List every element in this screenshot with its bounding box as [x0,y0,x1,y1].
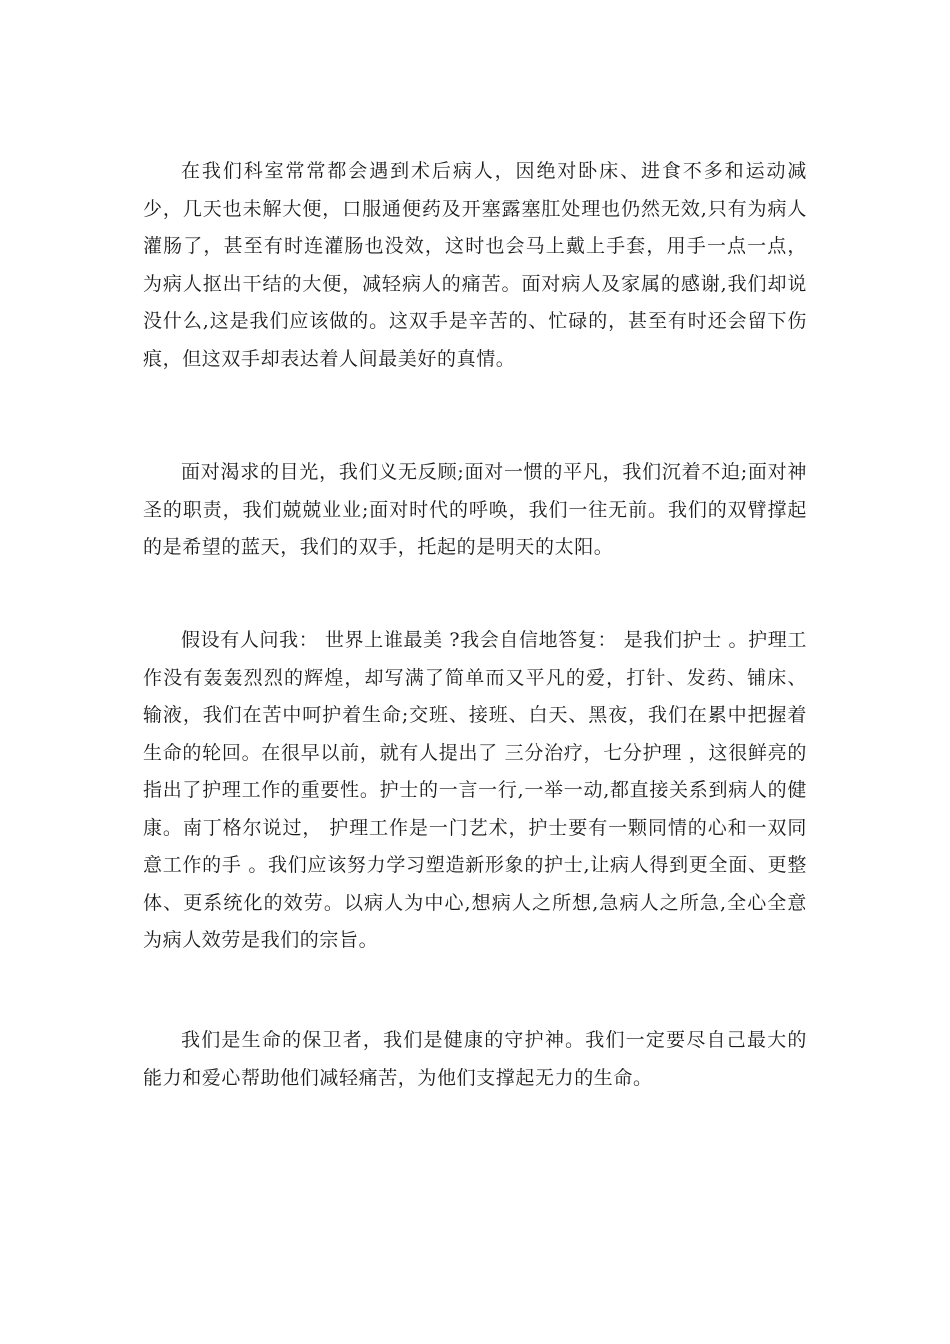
paragraph-3: 假设有人问我： 世界上谁最美 ?我会自信地答复： 是我们护士 。护理工作没有轰轰烈烈的辉煌，却写满了简单而又平凡的爱，打针、发药、铺床、输液，我们在苦中呵护着生命;交班、接班、白天、黑夜，我们在累中把握着生命的轮回。在很早以前，就有人提出了 三分治疗，七分护理 ，这很鲜亮的指出了护理工作的重要性。护士的一言一行,一举一动,都直接关系到病人的健康。南丁格尔说过， 护理工作是一门艺术，护士要有一颗同情的心和一双同意工作的手 。我们应该努力学习塑造新形象的护士,让病人得到更全面、更整体、更系统化的效劳。以病人为中心,想病人之所想,急病人之所急,全心全意为病人效劳是我们的宗旨。 [143,629,807,951]
paragraph-4: 我们是生命的保卫者，我们是健康的守护神。我们一定要尽自己最大的能力和爱心帮助他们减轻痛苦，为他们支撑起无力的生命。 [143,1029,807,1089]
paragraph-2: 面对渴求的目光，我们义无反顾;面对一惯的平凡，我们沉着不迫;面对神圣的职责，我们兢兢业业;面对时代的呼唤，我们一往无前。我们的双臂撑起的是希望的蓝天，我们的双手，托起的是明天的太阳。 [143,461,807,558]
paragraph-1: 在我们科室常常都会遇到术后病人，因绝对卧床、进食不多和运动减少，几天也未解大便，口服通便药及开塞露塞肛处理也仍然无效,只有为病人灌肠了，甚至有时连灌肠也没效，这时也会马上戴上手套，用手一点一点，为病人抠出干结的大便，减轻病人的痛苦。面对病人及家属的感谢,我们却说没什么,这是我们应该做的。这双手是辛苦的、忙碌的，甚至有时还会留下伤痕，但这双手却表达着人间最美好的真情。 [143,160,807,370]
